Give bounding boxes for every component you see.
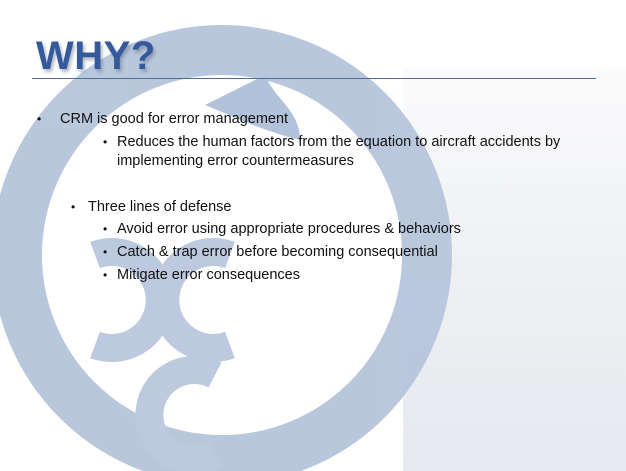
- bullet-marker: •: [71, 200, 76, 214]
- slide-title: WHY?: [36, 34, 156, 78]
- bullet-marker: •: [103, 245, 108, 259]
- bullet-reduces-line-1: Reduces the human factors from the equation to aircraft accidents by: [117, 134, 561, 150]
- watermark-letter-c-bottom: [149, 370, 215, 460]
- bullet-mitigate: Mitigate error consequences: [117, 267, 300, 283]
- bullet-avoid: Avoid error using appropriate procedures & behaviors: [117, 221, 461, 237]
- bullet-three-lines: Three lines of defense: [88, 199, 232, 215]
- bullet-crm: CRM is good for error management: [60, 111, 289, 127]
- bullet-marker: •: [37, 112, 42, 126]
- bullet-reduces-line-2: implementing error countermeasures: [117, 153, 354, 169]
- title-divider: [32, 78, 596, 79]
- bullet-marker: •: [103, 268, 108, 282]
- bullet-marker: •: [103, 222, 108, 236]
- bullet-catch: Catch & trap error before becoming consequential: [117, 244, 438, 260]
- bullet-marker: •: [103, 135, 108, 149]
